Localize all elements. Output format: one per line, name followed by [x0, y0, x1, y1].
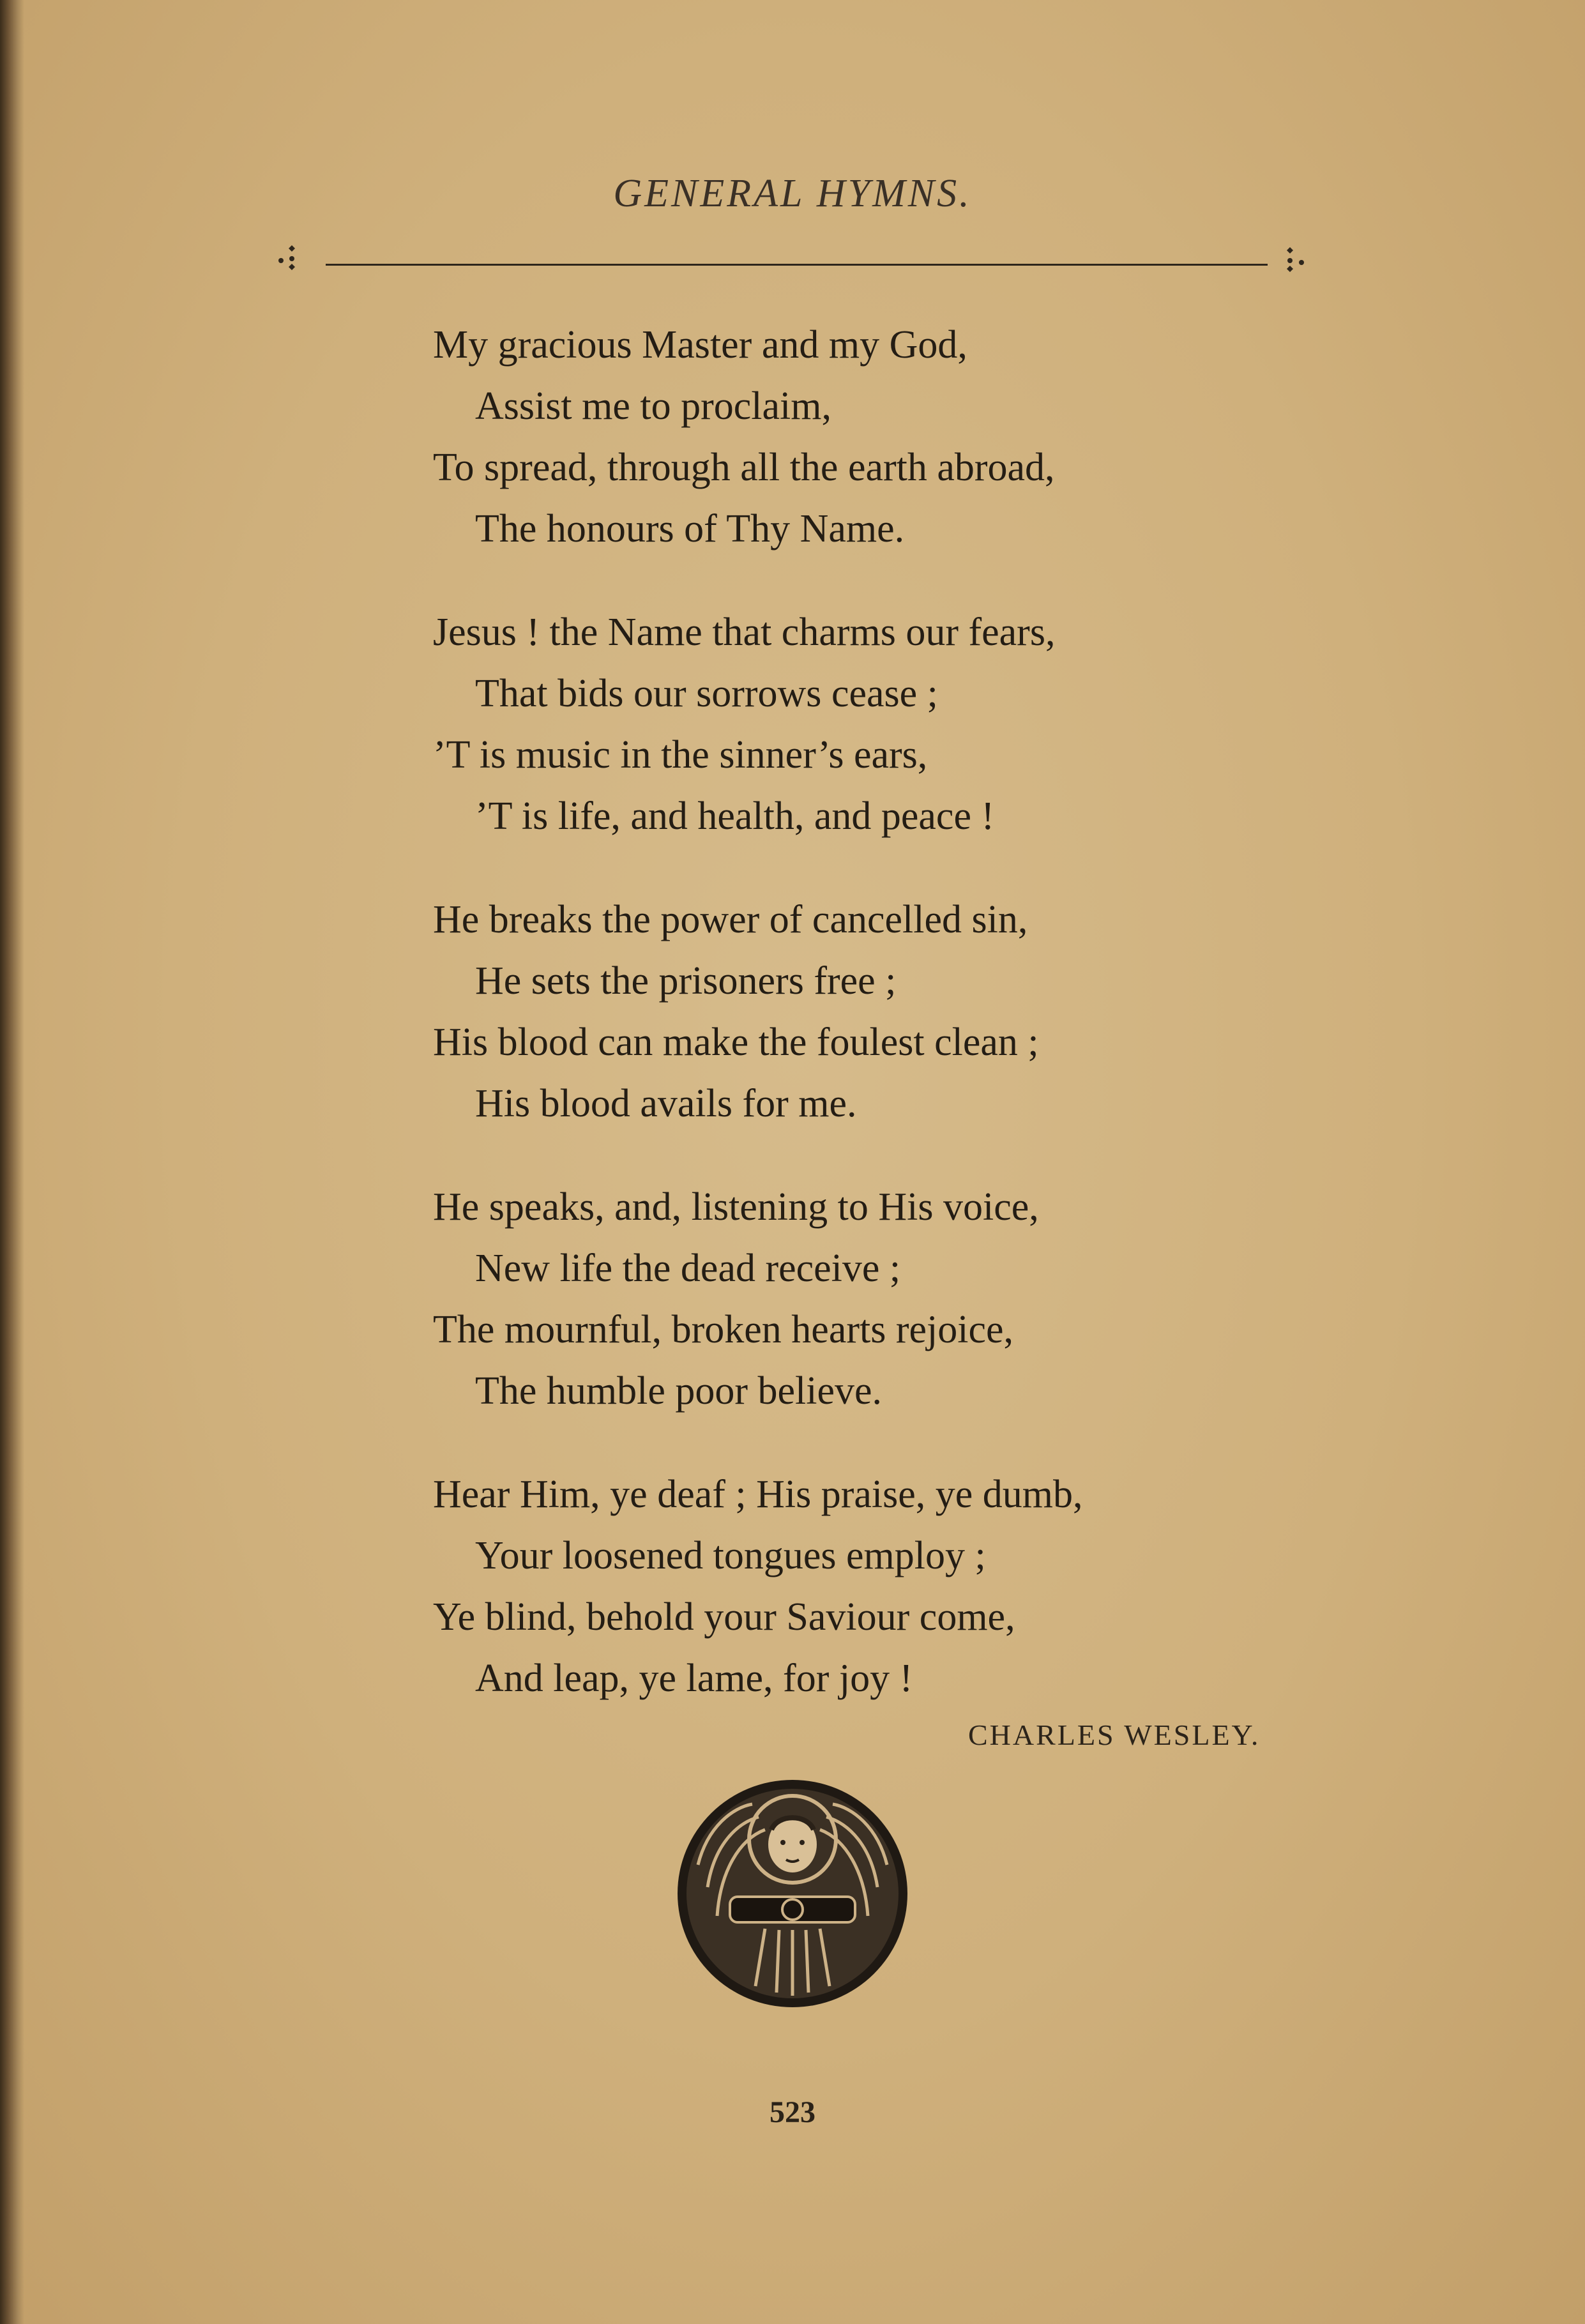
verse-line: He speaks, and, listening to His voice,	[433, 1185, 1039, 1229]
hymn-text	[433, 314, 1391, 1751]
verse-line: The humble poor believe.	[475, 1369, 883, 1413]
verse-line: ’T is music in the sinner’s ears,	[433, 733, 928, 777]
verse-line: Your loosened tongues employ ;	[475, 1534, 986, 1577]
verse-line: His blood can make the foulest clean ;	[433, 1021, 1039, 1064]
stanza	[433, 314, 1391, 559]
verse-line: That bids our sorrows cease ;	[475, 672, 938, 715]
right-diamond-ornament-icon	[1284, 245, 1307, 289]
verse-line: Ye blind, behold your Saviour come,	[433, 1595, 1015, 1639]
author-attribution: CHARLES WESLEY.	[968, 1719, 1261, 1751]
verse-line: Hear Him, ye deaf ; His praise, ye dumb,	[433, 1473, 1083, 1516]
verse-line: Assist me to proclaim,	[475, 384, 831, 428]
angel-medallion-icon	[669, 1769, 916, 2015]
stanza	[433, 602, 1391, 847]
verse-line: My gracious Master and my God,	[433, 323, 967, 367]
verse-line: And leap, ye lame, for joy !	[475, 1657, 913, 1700]
verse-line: To spread, through all the earth abroad,	[433, 446, 1055, 489]
stanza	[433, 1176, 1391, 1422]
stanza	[433, 889, 1391, 1134]
verse-line: New life the dead receive ;	[475, 1247, 901, 1290]
stanza	[433, 1464, 1391, 1709]
verse-line: He sets the prisoners free ;	[475, 959, 897, 1003]
book-spine-edge	[0, 0, 24, 2324]
verse-line: The honours of Thy Name.	[475, 507, 905, 551]
verse-line: The mournful, broken hearts rejoice,	[433, 1308, 1013, 1351]
verse-line: He breaks the power of cancelled sin,	[433, 898, 1028, 941]
verse-line: Jesus ! the Name that charms our fears,	[433, 611, 1056, 654]
running-head: GENERAL HYMNS.	[613, 172, 972, 215]
verse-line: ’T is life, and health, and peace !	[475, 794, 995, 838]
header-rule	[326, 264, 1268, 266]
verse-line: His blood avails for me.	[475, 1082, 857, 1125]
page-number: 523	[770, 2095, 815, 2129]
left-diamond-ornament-icon	[276, 243, 299, 287]
